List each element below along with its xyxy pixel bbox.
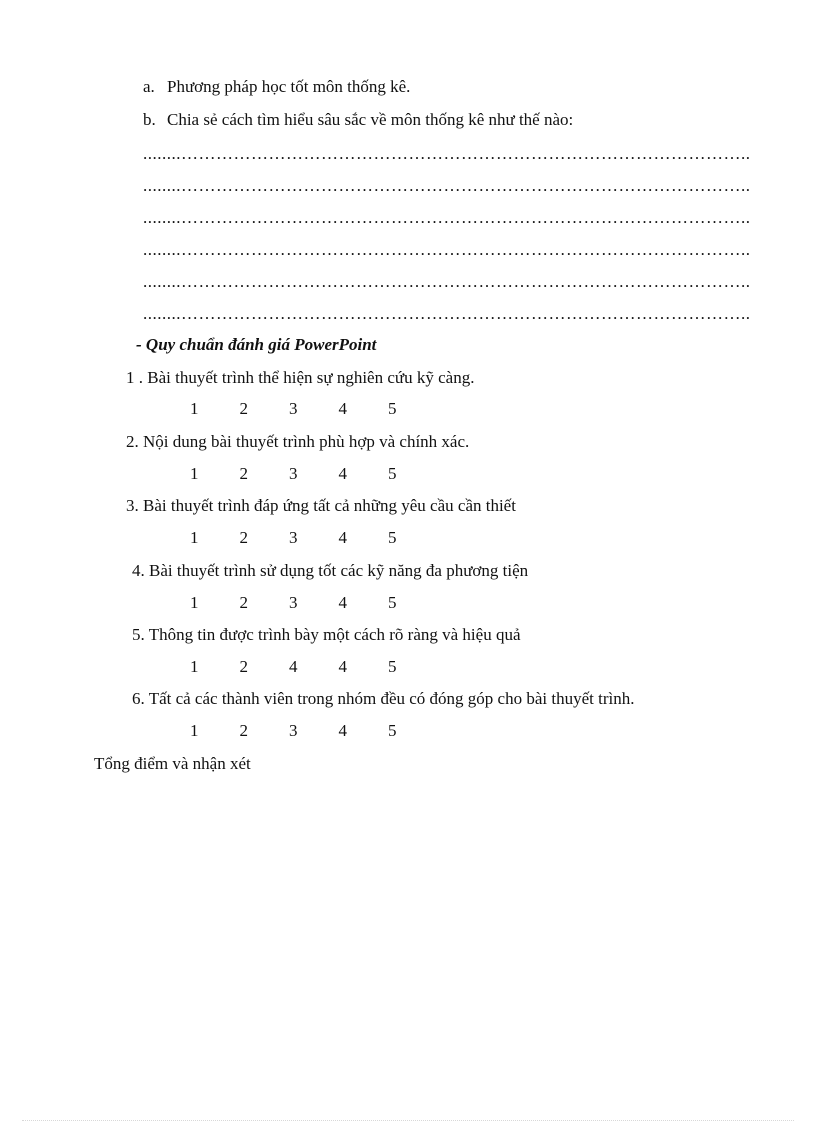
- score-option: 1: [190, 721, 199, 740]
- criterion-5: 5. Thông tin được trình bày một cách rõ ràng và hiệu quả: [132, 625, 521, 644]
- score-option: 5: [388, 593, 397, 612]
- criterion-5-scores: [190, 657, 438, 677]
- criterion-1: 1 . Bài thuyết trình thể hiện sự nghiên cứu kỹ càng.: [126, 368, 475, 387]
- score-option: 5: [388, 399, 397, 418]
- question-a-text: Phương pháp học tốt môn thống kê.: [167, 77, 411, 96]
- criterion-2: 2. Nội dung bài thuyết trình phù hợp và chính xác.: [126, 432, 470, 451]
- criterion-4-scores: [190, 593, 438, 613]
- score-option: 3: [289, 593, 298, 612]
- criterion-3: 3. Bài thuyết trình đáp ứng tất cả những yêu cầu cần thiết: [126, 496, 516, 515]
- criterion-1-scores: [190, 399, 438, 419]
- answer-line-5: ........……………………………………………………………………………………..: [143, 272, 751, 291]
- criterion-4: 4. Bài thuyết trình sử dụng tốt các kỹ năng đa phương tiện: [132, 561, 529, 580]
- score-option: 4: [338, 593, 347, 612]
- score-option: 5: [388, 528, 397, 547]
- score-option: 1: [190, 464, 199, 483]
- score-option: 1: [190, 593, 199, 612]
- score-option: 4: [289, 657, 298, 676]
- answer-line-1: ........……………………………………………………………………………………..: [143, 144, 751, 163]
- score-option: 5: [388, 657, 397, 676]
- answer-line-6: ........……………………………………………………………………………………..: [143, 304, 751, 323]
- criterion-2-scores: [190, 464, 438, 484]
- score-option: 3: [289, 464, 298, 483]
- score-option: 1: [190, 399, 199, 418]
- score-option: 3: [289, 721, 298, 740]
- score-option: 1: [190, 657, 199, 676]
- score-option: 4: [338, 399, 347, 418]
- score-option: 4: [338, 657, 347, 676]
- question-b: [143, 110, 573, 130]
- score-option: 5: [388, 464, 397, 483]
- score-option: 4: [338, 464, 347, 483]
- score-option: 5: [388, 721, 397, 740]
- score-option: 2: [239, 399, 248, 418]
- score-option: 2: [239, 657, 248, 676]
- answer-line-3: ........……………………………………………………………………………………..: [143, 208, 751, 227]
- criterion-6: 6. Tất cả các thành viên trong nhóm đều có đóng góp cho bài thuyết trình.: [132, 689, 635, 708]
- answer-line-4: ........……………………………………………………………………………………..: [143, 240, 751, 259]
- score-option: 2: [239, 593, 248, 612]
- total-score-comment: Tổng điểm và nhận xét: [94, 754, 251, 773]
- criterion-6-scores: [190, 721, 438, 741]
- score-option: 2: [239, 528, 248, 547]
- score-option: 4: [338, 721, 347, 740]
- question-a-marker: a.: [143, 77, 155, 96]
- answer-line-2: ........……………………………………………………………………………………..: [143, 176, 751, 195]
- score-option: 1: [190, 528, 199, 547]
- score-option: 3: [289, 528, 298, 547]
- score-option: 2: [239, 721, 248, 740]
- criterion-3-scores: [190, 528, 438, 548]
- question-a: [143, 77, 410, 97]
- question-b-marker: b.: [143, 110, 156, 129]
- rubric-heading: - Quy chuẩn đánh giá PowerPoint: [136, 335, 377, 354]
- page-bottom-rule: [22, 1120, 794, 1121]
- score-option: 4: [338, 528, 347, 547]
- score-option: 2: [239, 464, 248, 483]
- score-option: 3: [289, 399, 298, 418]
- question-b-text: Chia sẻ cách tìm hiểu sâu sắc về môn thống kê như thế nào:: [167, 110, 574, 129]
